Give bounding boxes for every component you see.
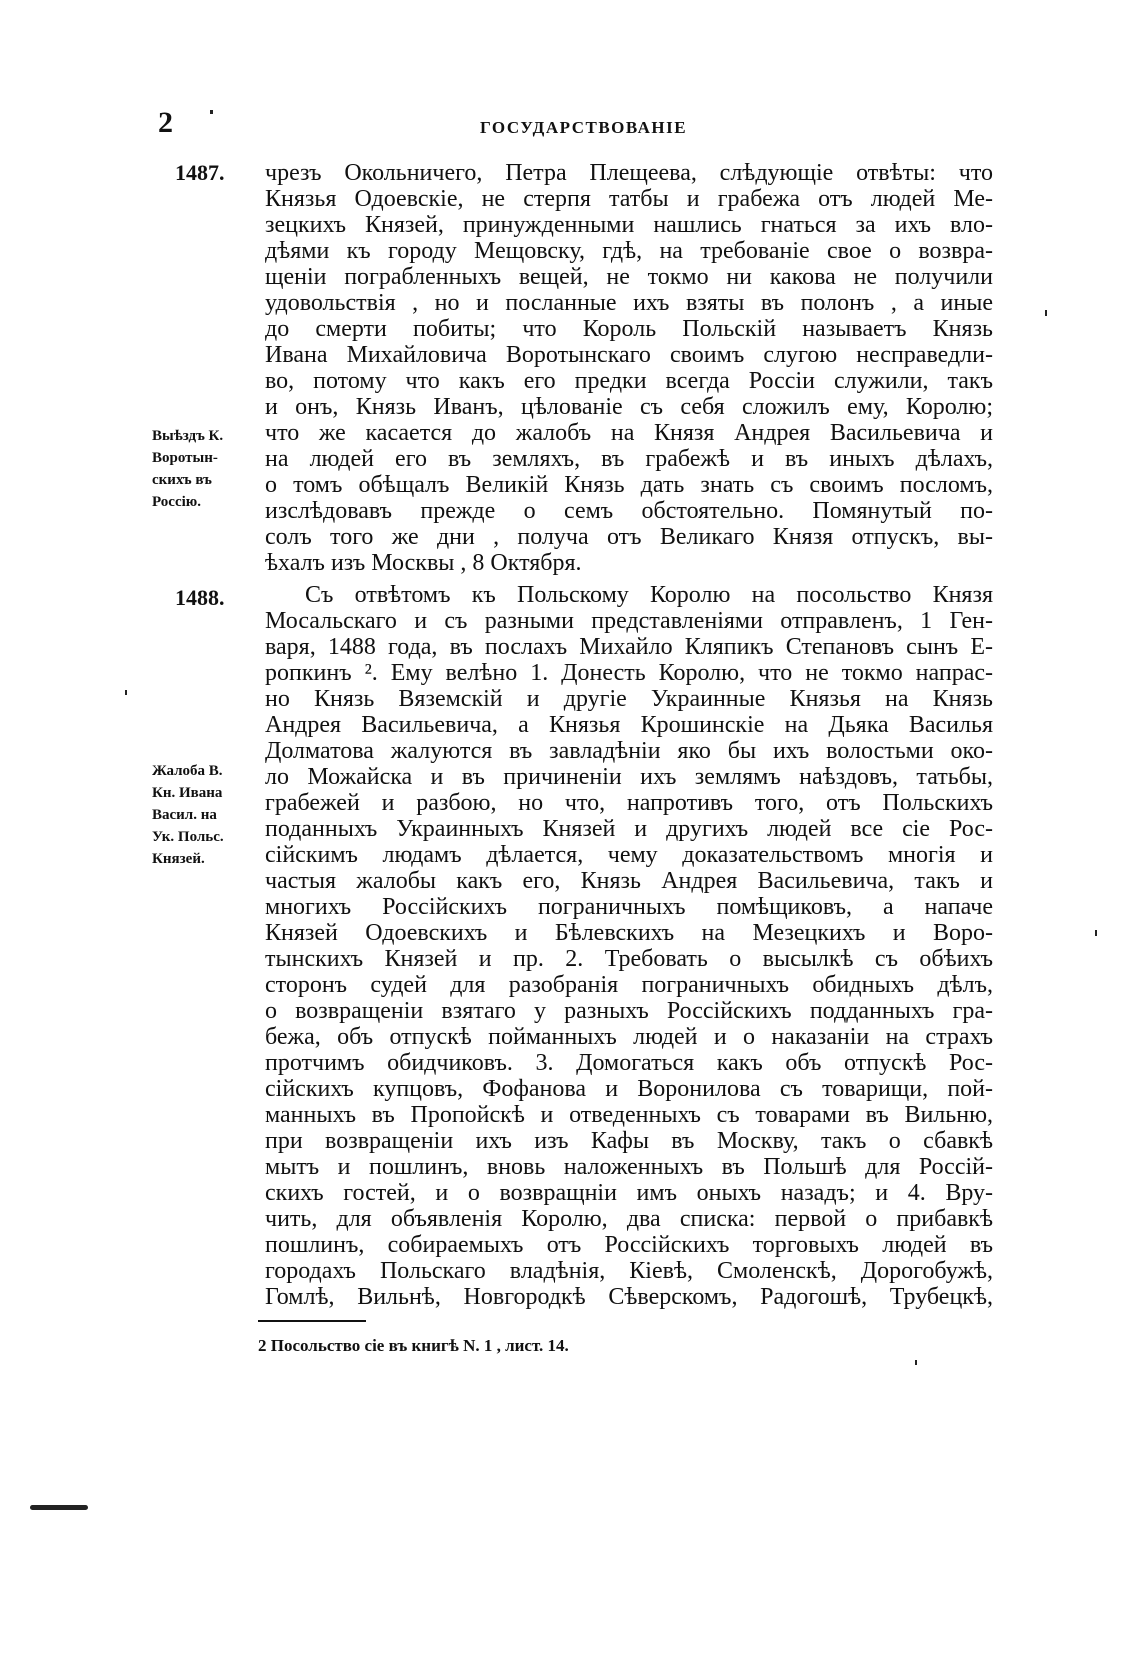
body-line: Долматова жалуются въ завладѣніи яко бы ихъ волостьми око- xyxy=(265,738,993,764)
footnote: 2 Посольство сіе въ книгѣ N. 1 , лист. 14. xyxy=(258,1336,569,1355)
body-line: Князей Одоевскихъ и Бѣлевскихъ на Мезецкихъ и Воро- xyxy=(265,920,993,946)
year-1487: 1487. xyxy=(175,160,225,185)
body-line: грабежей и разбою, но что, напротивъ того, отъ Польскихъ xyxy=(265,790,993,816)
scan-speck xyxy=(210,110,213,114)
body-line: Мосальскаго и съ разными представленіями отправленъ, 1 Ген- xyxy=(265,608,993,634)
body-line: дѣями къ городу Мещовску, гдѣ, на требованіе свое о возвра- xyxy=(265,238,993,264)
scan-speck xyxy=(125,690,127,695)
footnote-rule xyxy=(258,1320,366,1322)
body-line: ло Можайска и въ причиненіи ихъ землямъ наѣздовъ, татьбы, xyxy=(265,764,993,790)
body-line: Андрея Васильевича, а Князья Крошинскіе на Дьяка Василья xyxy=(265,712,993,738)
body-line: скихъ гостей, и о возвращніи имъ оныхъ назадъ; и 4. Вру- xyxy=(265,1180,993,1206)
margin-note-line: Воротын- xyxy=(152,450,218,466)
body-line: многихъ Россійскихъ пограничныхъ помѣщиковъ, а напаче xyxy=(265,894,993,920)
body-line: но Князь Вяземскій и другіе Украинные Князья на Князь xyxy=(265,686,993,712)
body-line: при возвращеніи ихъ изъ Кафы въ Москву, такъ о сбавкѣ xyxy=(265,1128,993,1154)
body-line: во, потому что какъ его предки всегда Россіи служили, такъ xyxy=(265,368,993,394)
body-line: удовольствія , но и посланные ихъ взяты въ полонъ , а иные xyxy=(265,290,993,316)
body-line: протчимъ обидчиковъ. 3. Домогаться какъ объ отпускѣ Рос- xyxy=(265,1050,993,1076)
body-line: частыя жалобы какъ его, Князь Андрея Васильевича, такъ и xyxy=(265,868,993,894)
margin-note-line: Жалоба В. xyxy=(152,763,223,779)
scan-speck xyxy=(915,1360,917,1365)
body-line: Гомлѣ, Вильнѣ, Новгородкѣ Сѣверскомъ, Радогошѣ, Трубецкѣ, xyxy=(265,1284,993,1310)
body-line: на людей его въ земляхъ, въ грабежѣ и въ иныхъ дѣлахъ, xyxy=(265,446,993,472)
body-line: манныхъ въ Пропойскѣ и отведенныхъ съ товарами въ Вильню, xyxy=(265,1102,993,1128)
body-line: тынскихъ Князей и пр. 2. Требовать о высылкѣ съ обѣихъ xyxy=(265,946,993,972)
body-line: о томъ обѣщалъ Великій Князь дать знать съ своимъ посломъ, xyxy=(265,472,993,498)
margin-note-line: скихъ въ xyxy=(152,472,212,488)
body-line: пошлинъ, собираемыхъ отъ Россійскихъ торговыхъ людей въ xyxy=(265,1232,993,1258)
body-line: городахъ Польскаго владѣнія, Кіевѣ, Смоленскѣ, Дорогобужѣ, xyxy=(265,1258,993,1284)
margin-note-line: Выѣздъ К. xyxy=(152,428,224,444)
year-1488: 1488. xyxy=(175,585,225,610)
scan-speck xyxy=(1045,310,1047,316)
body-line: солъ того же дни , получа отъ Великаго Князя отпускъ, вы- xyxy=(265,524,993,550)
body-line: ропкинъ ². Ему велѣно 1. Донесть Королю, что не токмо напрас- xyxy=(265,660,993,686)
body-line: сторонъ судей для разобранія пограничныхъ обидныхъ дѣлъ, xyxy=(265,972,993,998)
body-line: варя, 1488 года, въ послахъ Михайло Кляпикъ Степановъ сынъ Е- xyxy=(265,634,993,660)
scan-edge-mark xyxy=(30,1505,88,1510)
margin-note-departure xyxy=(152,425,260,513)
margin-note-line: Князей. xyxy=(152,851,205,867)
margin-note-complaint xyxy=(152,760,260,870)
running-head: ГОСУДАРСТВОВАНІЕ xyxy=(480,118,688,137)
page-number: 2 xyxy=(158,106,173,139)
body-line: что же касается до жалобъ на Князя Андрея Васильевича и xyxy=(265,420,993,446)
body-line: щеніи пограбленныхъ вещей, не токмо ни какова не получили xyxy=(265,264,993,290)
body-line: бежа, объ отпускѣ пойманныхъ людей и о наказаніи на страхъ xyxy=(265,1024,993,1050)
scan-speck xyxy=(1095,930,1097,936)
body-line: Князья Одоевскіе, не стерпя татбы и грабежа отъ людей Ме- xyxy=(265,186,993,212)
body-line: ѣхалъ изъ Москвы , 8 Октября. xyxy=(265,550,582,576)
body-line: чрезъ Окольничего, Петра Плещеева, слѣдующіе отвѣты: что xyxy=(265,160,993,186)
margin-note-line: Кн. Ивана xyxy=(152,785,223,801)
margin-note-line: Россію. xyxy=(152,494,201,510)
body-line: изслѣдовавъ прежде о семъ обстоятельно. Помянутый по- xyxy=(265,498,993,524)
body-line: поданныхъ Украинныхъ Князей и другихъ людей все сіе Рос- xyxy=(265,816,993,842)
body-line: зецкихъ Князей, принужденными нашлись гнаться за ихъ вло- xyxy=(265,212,993,238)
margin-note-line: Ук. Польс. xyxy=(152,829,224,845)
body-line: о возвращеніи взятаго у разныхъ Россійскихъ подданныхъ гра- xyxy=(265,998,993,1024)
body-line: сійскихъ купцовъ, Фофанова и Воронилова съ товарищи, пой- xyxy=(265,1076,993,1102)
body-line: и онъ, Князь Иванъ, цѣлованіе съ себя сложилъ ему, Королю; xyxy=(265,394,993,420)
body-line: сійскимъ людамъ дѣлается, чему доказательствомъ многія и xyxy=(265,842,993,868)
body-line: чить, для объявленія Королю, два списка: первой о прибавкѣ xyxy=(265,1206,993,1232)
body-line: мытъ и пошлинъ, вновь наложенныхъ въ Польшѣ для Россій- xyxy=(265,1154,993,1180)
body-line: Ивана Михайловича Воротынскаго своимъ слугою несправедли- xyxy=(265,342,993,368)
body-line: Съ отвѣтомъ къ Польскому Королю на посольство Князя xyxy=(305,582,993,608)
margin-note-line: Васил. на xyxy=(152,807,217,823)
body-line: до смерти побиты; что Король Польскій называетъ Князь xyxy=(265,316,993,342)
